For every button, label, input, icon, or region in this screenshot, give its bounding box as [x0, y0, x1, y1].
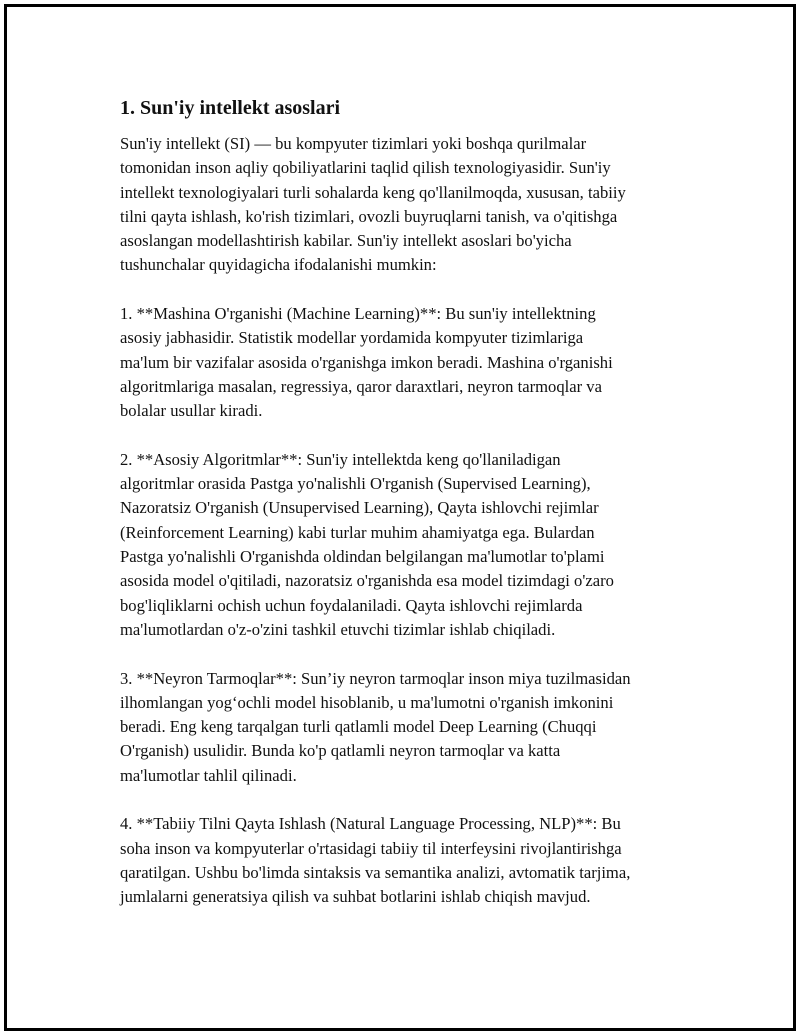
paragraph-line: Nazoratsiz O'rganish (Unsupervised Learning), Qayta ishlovchi rejimlar	[120, 498, 599, 518]
paragraph-line: soha inson va kompyuterlar o'rtasidagi tabiiy til interfeysini rivojlantirishga	[120, 838, 622, 858]
paragraph-line: O'rganish) usulidir. Bunda ko'p qatlamli neyron tarmoqlar va katta	[120, 741, 561, 761]
paragraph-line: (Reinforcement Learning) kabi turlar muhim ahamiyatga ega. Bulardan	[120, 522, 595, 542]
paragraph-line: 1. **Mashina O'rganishi (Machine Learning)**: Bu sun'iy intellektning	[120, 304, 596, 324]
paragraph-line: algoritmlar orasida Pastga yo'nalishli O'rganish (Supervised Learning),	[120, 474, 591, 494]
paragraph-line: ma'lumotlardan o'z-o'zini tashkil etuvchi tizimlar ishlab chiqiladi.	[120, 619, 556, 639]
paragraph-line: tomonidan inson aqliy qobiliyatlarini taqlid qilish texnologiyasidir. Sun'iy	[120, 158, 611, 178]
paragraph-line: ilhomlangan yog‘ochli model hisoblanib, u ma'lumotni o'rganish imkonini	[120, 692, 614, 712]
paragraph-line: 4. **Tabiiy Tilni Qayta Ishlash (Natural Language Processing, NLP)**: Bu	[120, 814, 621, 834]
intro-paragraph	[120, 132, 700, 278]
paragraph-line: qaratilgan. Ushbu bo'limda sintaksis va semantika analizi, avtomatik tarjima,	[120, 862, 631, 882]
paragraph-line: ma'lumotlar tahlil qilinadi.	[120, 765, 297, 785]
paragraph-line: algoritmlariga masalan, regressiya, qaror daraxtlari, neyron tarmoqlar va	[120, 376, 602, 396]
algorithms-paragraph	[120, 448, 700, 642]
paragraph-line: Sun'iy intellekt (SI) — bu kompyuter tizimlari yoki boshqa qurilmalar	[120, 134, 587, 153]
paragraph-line: bog'liqliklarni ochish uchun foydalaniladi. Qayta ishlovchi rejimlarda	[120, 595, 583, 615]
paragraph-line: 2. **Asosiy Algoritmlar**: Sun'iy intellektda keng qo'llaniladigan	[120, 449, 561, 469]
paragraph-line: jumlalarni generatsiya qilish va suhbat botlarini ishlab chiqish mavjud.	[120, 887, 591, 907]
paragraph-line: tilni qayta ishlash, ko'rish tizimlari, ovozli buyruqlarni tanish, va o'qitishga	[120, 206, 618, 226]
document-page	[4, 4, 796, 1031]
paragraph-line: intellekt texnologiyalari turli sohalarda keng qo'llanilmoqda, xususan, tabiiy	[120, 182, 626, 202]
neural-networks-paragraph	[120, 667, 700, 788]
paragraph-container	[120, 132, 700, 910]
paragraph-line: asoslangan modellashtirish kabilar. Sun'iy intellekt asoslari bo'yicha	[120, 231, 572, 251]
paragraph-line: asosiy jabhasidir. Statistik modellar yordamida kompyuter tizimlariga	[120, 328, 584, 348]
paragraph-line: bolalar usullar kiradi.	[120, 401, 263, 421]
section-heading: 1. Sun'iy intellekt asoslari	[120, 97, 341, 119]
paragraph-line: Pastga yo'nalishli O'rganishda oldindan belgilangan ma'lumotlar to'plami	[120, 547, 605, 567]
document-content	[120, 95, 700, 934]
machine-learning-paragraph	[120, 302, 700, 423]
paragraph-line: asosida model o'qitiladi, nazoratsiz o'rganishda esa model tizimdagi o'zaro	[120, 571, 614, 591]
paragraph-line: 3. **Neyron Tarmoqlar**: Sun’iy neyron tarmoqlar inson miya tuzilmasidan	[120, 668, 631, 688]
paragraph-line: ma'lum bir vazifalar asosida o'rganishga imkon beradi. Mashina o'rganishi	[120, 352, 613, 372]
paragraph-line: beradi. Eng keng tarqalgan turli qatlamli model Deep Learning (Chuqqi	[120, 717, 597, 737]
nlp-paragraph	[120, 812, 700, 909]
paragraph-line: tushunchalar quyidagicha ifodalanishi mumkin:	[120, 255, 437, 275]
